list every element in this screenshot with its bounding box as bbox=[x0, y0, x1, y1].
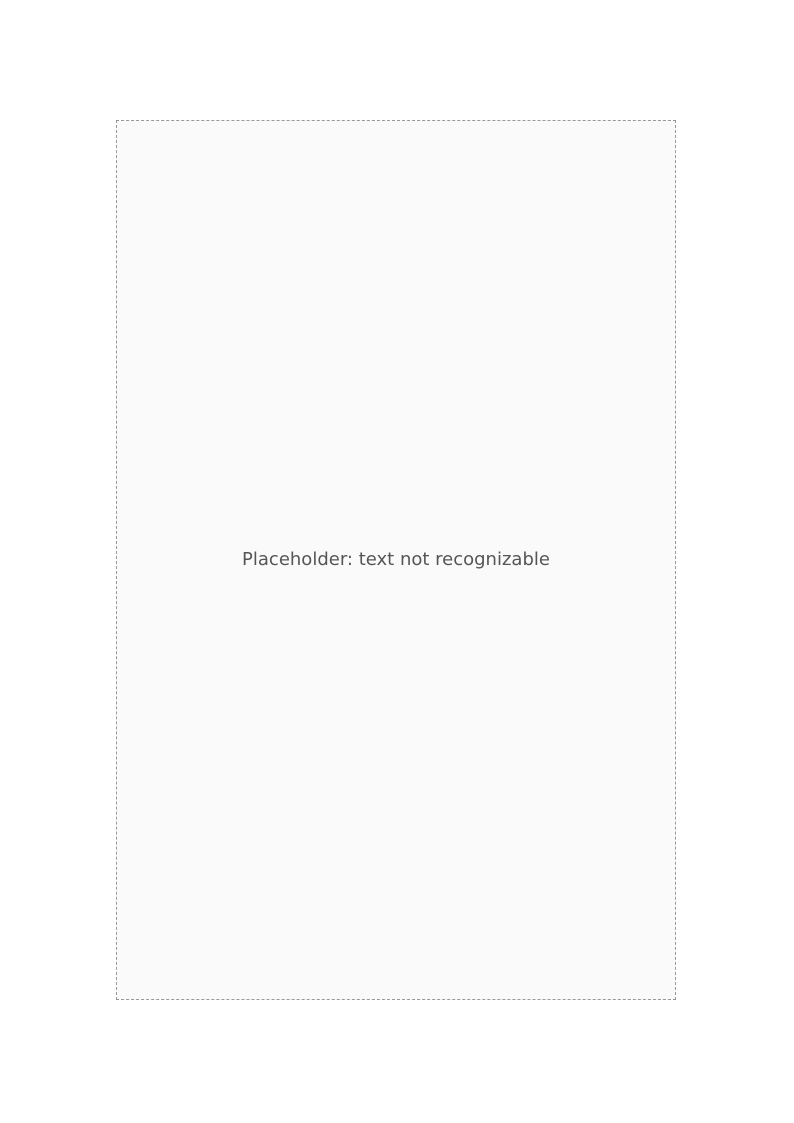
placeholder-message: Placeholder: text not recognizable bbox=[242, 548, 550, 570]
document-content-placeholder bbox=[116, 120, 676, 1000]
